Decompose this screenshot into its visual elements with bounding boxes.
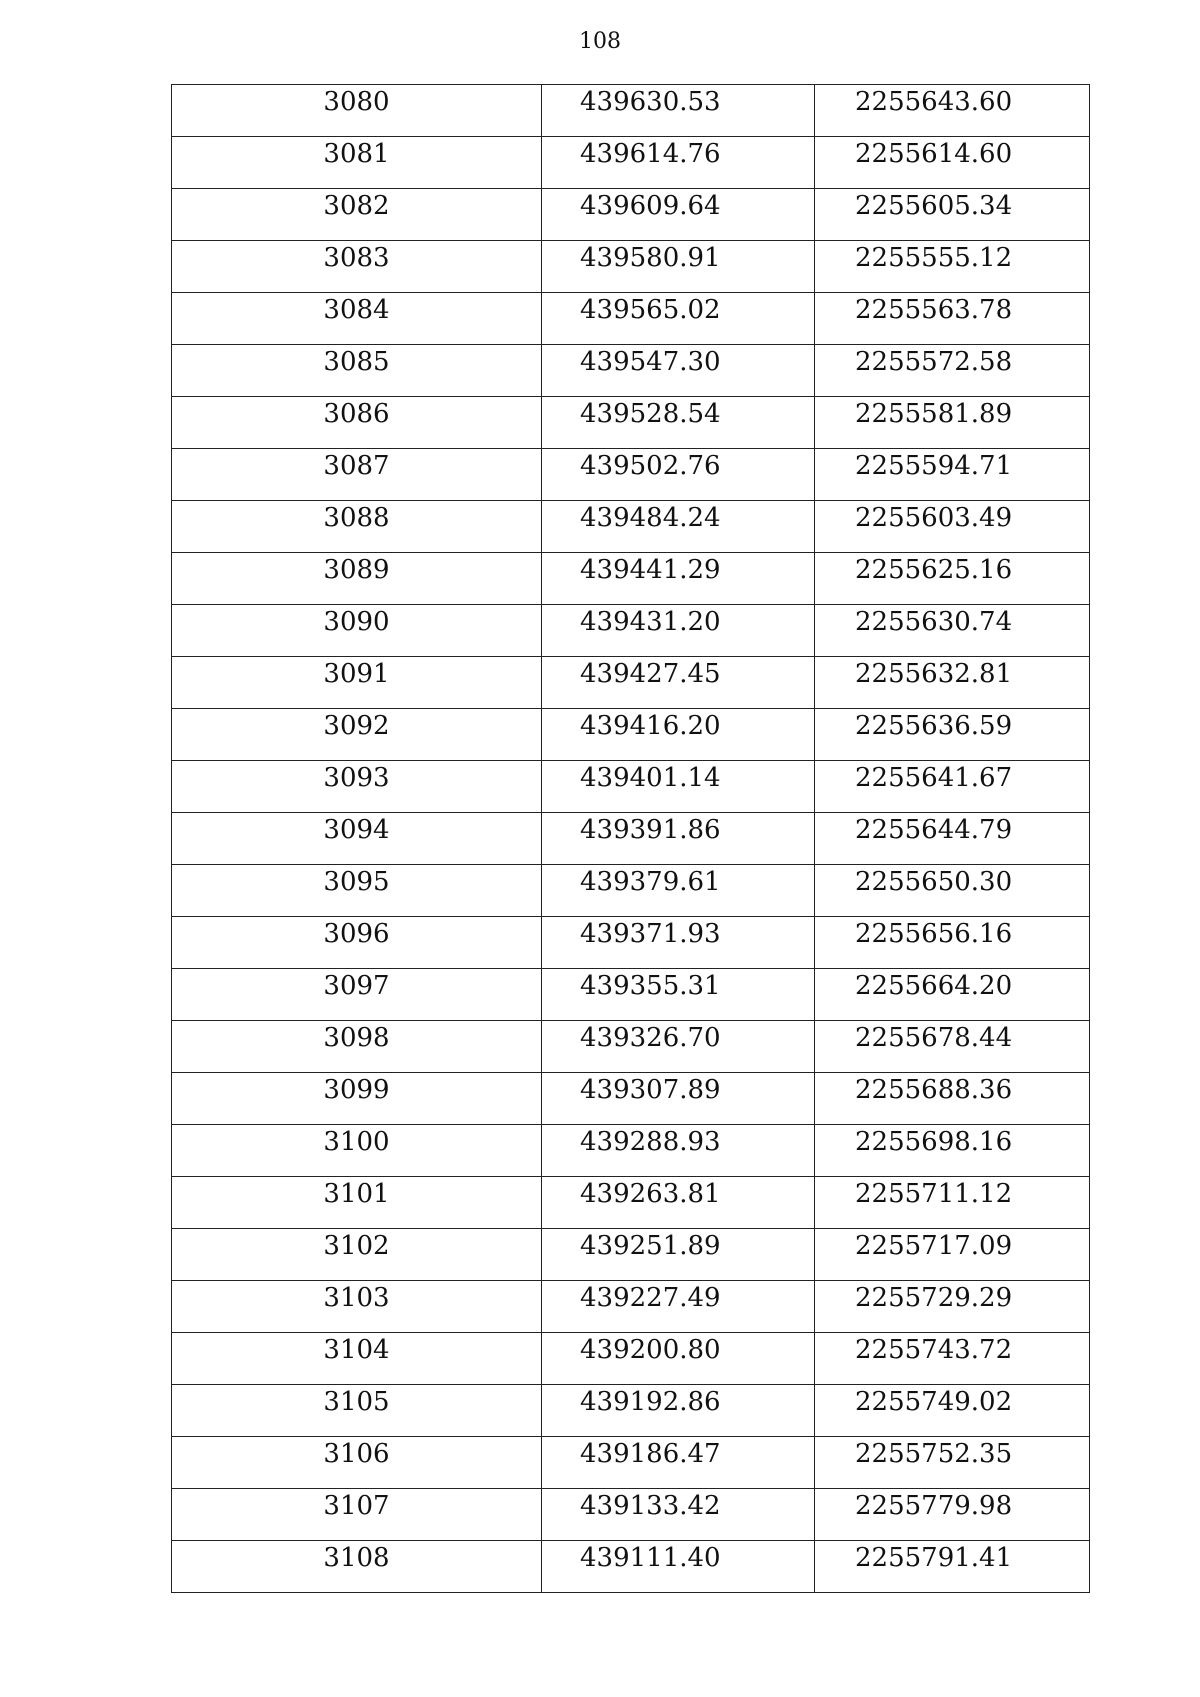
x-coordinate-cell: 439133.42 [542, 1489, 815, 1541]
x-coordinate-cell: 439528.54 [542, 397, 815, 449]
point-number-cell: 3097 [172, 969, 542, 1021]
y-coordinate-cell: 2255572.58 [815, 345, 1090, 397]
point-number-cell: 3081 [172, 137, 542, 189]
table-row [172, 761, 1090, 813]
point-number-cell: 3100 [172, 1125, 542, 1177]
table-row [172, 865, 1090, 917]
y-coordinate-cell: 2255749.02 [815, 1385, 1090, 1437]
x-coordinate-cell: 439609.64 [542, 189, 815, 241]
table-row [172, 917, 1090, 969]
y-coordinate-cell: 2255729.29 [815, 1281, 1090, 1333]
table-row [172, 813, 1090, 865]
y-coordinate-cell: 2255563.78 [815, 293, 1090, 345]
table-row [172, 189, 1090, 241]
y-coordinate-cell: 2255594.71 [815, 449, 1090, 501]
table-row [172, 969, 1090, 1021]
y-coordinate-cell: 2255581.89 [815, 397, 1090, 449]
point-number-cell: 3107 [172, 1489, 542, 1541]
x-coordinate-cell: 439227.49 [542, 1281, 815, 1333]
point-number-cell: 3089 [172, 553, 542, 605]
x-coordinate-cell: 439431.20 [542, 605, 815, 657]
table-row [172, 1385, 1090, 1437]
table-row [172, 605, 1090, 657]
point-number-cell: 3080 [172, 85, 542, 137]
x-coordinate-cell: 439427.45 [542, 657, 815, 709]
x-coordinate-cell: 439355.31 [542, 969, 815, 1021]
table-row [172, 1281, 1090, 1333]
x-coordinate-cell: 439371.93 [542, 917, 815, 969]
table-row [172, 1489, 1090, 1541]
point-number-cell: 3090 [172, 605, 542, 657]
y-coordinate-cell: 2255791.41 [815, 1541, 1090, 1593]
point-number-cell: 3105 [172, 1385, 542, 1437]
x-coordinate-cell: 439379.61 [542, 865, 815, 917]
point-number-cell: 3102 [172, 1229, 542, 1281]
point-number-cell: 3087 [172, 449, 542, 501]
table-row [172, 1333, 1090, 1385]
y-coordinate-cell: 2255630.74 [815, 605, 1090, 657]
x-coordinate-cell: 439630.53 [542, 85, 815, 137]
table-row [172, 1229, 1090, 1281]
x-coordinate-cell: 439547.30 [542, 345, 815, 397]
point-number-cell: 3082 [172, 189, 542, 241]
table-row [172, 449, 1090, 501]
table-row [172, 241, 1090, 293]
point-number-cell: 3085 [172, 345, 542, 397]
coordinate-table [171, 84, 1090, 1593]
x-coordinate-cell: 439391.86 [542, 813, 815, 865]
point-number-cell: 3094 [172, 813, 542, 865]
point-number-cell: 3106 [172, 1437, 542, 1489]
y-coordinate-cell: 2255614.60 [815, 137, 1090, 189]
x-coordinate-cell: 439186.47 [542, 1437, 815, 1489]
table-row [172, 1437, 1090, 1489]
coordinate-table-body [172, 85, 1090, 1593]
x-coordinate-cell: 439326.70 [542, 1021, 815, 1073]
x-coordinate-cell: 439200.80 [542, 1333, 815, 1385]
y-coordinate-cell: 2255664.20 [815, 969, 1090, 1021]
table-row [172, 397, 1090, 449]
y-coordinate-cell: 2255656.16 [815, 917, 1090, 969]
table-row [172, 293, 1090, 345]
table-row [172, 501, 1090, 553]
table-row [172, 1541, 1090, 1593]
y-coordinate-cell: 2255605.34 [815, 189, 1090, 241]
table-row [172, 345, 1090, 397]
y-coordinate-cell: 2255644.79 [815, 813, 1090, 865]
point-number-cell: 3098 [172, 1021, 542, 1073]
table-row [172, 1125, 1090, 1177]
y-coordinate-cell: 2255650.30 [815, 865, 1090, 917]
x-coordinate-cell: 439263.81 [542, 1177, 815, 1229]
y-coordinate-cell: 2255711.12 [815, 1177, 1090, 1229]
x-coordinate-cell: 439441.29 [542, 553, 815, 605]
point-number-cell: 3103 [172, 1281, 542, 1333]
table-row [172, 1073, 1090, 1125]
point-number-cell: 3084 [172, 293, 542, 345]
point-number-cell: 3092 [172, 709, 542, 761]
x-coordinate-cell: 439502.76 [542, 449, 815, 501]
y-coordinate-cell: 2255717.09 [815, 1229, 1090, 1281]
x-coordinate-cell: 439401.14 [542, 761, 815, 813]
x-coordinate-cell: 439614.76 [542, 137, 815, 189]
x-coordinate-cell: 439580.91 [542, 241, 815, 293]
y-coordinate-cell: 2255603.49 [815, 501, 1090, 553]
y-coordinate-cell: 2255678.44 [815, 1021, 1090, 1073]
x-coordinate-cell: 439288.93 [542, 1125, 815, 1177]
point-number-cell: 3088 [172, 501, 542, 553]
x-coordinate-cell: 439251.89 [542, 1229, 815, 1281]
x-coordinate-cell: 439565.02 [542, 293, 815, 345]
y-coordinate-cell: 2255641.67 [815, 761, 1090, 813]
x-coordinate-cell: 439192.86 [542, 1385, 815, 1437]
y-coordinate-cell: 2255688.36 [815, 1073, 1090, 1125]
y-coordinate-cell: 2255555.12 [815, 241, 1090, 293]
y-coordinate-cell: 2255743.72 [815, 1333, 1090, 1385]
page-number: 108 [579, 29, 621, 54]
y-coordinate-cell: 2255632.81 [815, 657, 1090, 709]
point-number-cell: 3099 [172, 1073, 542, 1125]
table-row [172, 137, 1090, 189]
point-number-cell: 3083 [172, 241, 542, 293]
y-coordinate-cell: 2255625.16 [815, 553, 1090, 605]
x-coordinate-cell: 439484.24 [542, 501, 815, 553]
x-coordinate-cell: 439307.89 [542, 1073, 815, 1125]
y-coordinate-cell: 2255752.35 [815, 1437, 1090, 1489]
point-number-cell: 3091 [172, 657, 542, 709]
point-number-cell: 3104 [172, 1333, 542, 1385]
table-row [172, 1021, 1090, 1073]
point-number-cell: 3101 [172, 1177, 542, 1229]
table-row [172, 553, 1090, 605]
table-row [172, 657, 1090, 709]
y-coordinate-cell: 2255698.16 [815, 1125, 1090, 1177]
y-coordinate-cell: 2255643.60 [815, 85, 1090, 137]
point-number-cell: 3096 [172, 917, 542, 969]
y-coordinate-cell: 2255779.98 [815, 1489, 1090, 1541]
point-number-cell: 3108 [172, 1541, 542, 1593]
table-row [172, 1177, 1090, 1229]
point-number-cell: 3086 [172, 397, 542, 449]
x-coordinate-cell: 439416.20 [542, 709, 815, 761]
x-coordinate-cell: 439111.40 [542, 1541, 815, 1593]
y-coordinate-cell: 2255636.59 [815, 709, 1090, 761]
table-row [172, 709, 1090, 761]
table-row [172, 85, 1090, 137]
point-number-cell: 3093 [172, 761, 542, 813]
point-number-cell: 3095 [172, 865, 542, 917]
